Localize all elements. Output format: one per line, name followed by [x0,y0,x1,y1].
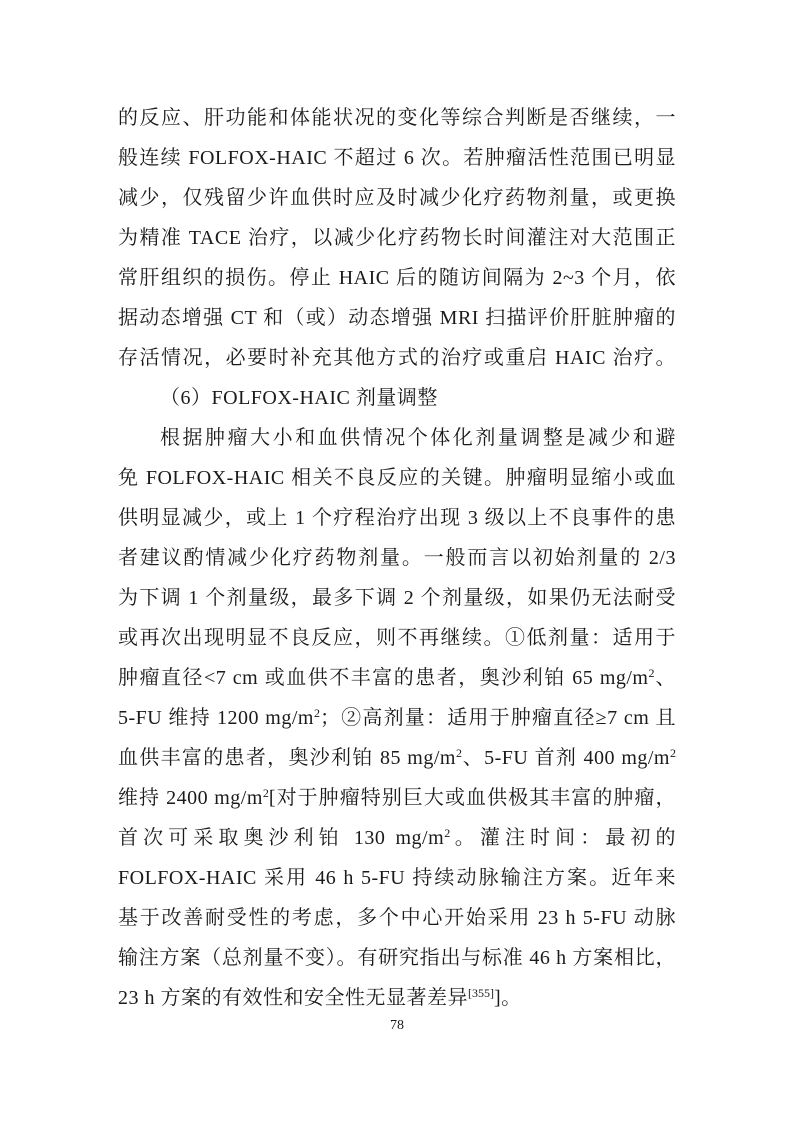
superscript-reference: 2 [313,706,320,720]
text-line [118,858,676,898]
text-line [118,778,676,818]
text-segment: 肿瘤直径<7 cm 或血供不丰富的患者，奥沙利铂 65 mg/m [118,667,649,689]
text-line [118,578,676,618]
text-segment: 。灌注时间：最初的 [450,827,677,849]
text-line [118,898,676,938]
text-segment: 、5-FU 首剂 400 mg/m [461,747,670,769]
text-segment: 5-FU 维持 1200 mg/m [118,707,314,729]
superscript-reference: 2 [262,786,269,800]
text-segment: 为下调 1 个剂量级，最多下调 2 个剂量级，如果仍无法耐受 [118,587,676,609]
text-line [118,938,676,978]
text-segment: 输注方案（总剂量不变）。有研究指出与标准 46 h 方案相比， [118,947,676,969]
text-line [118,258,676,298]
superscript-reference: 2 [455,746,462,760]
text-line [118,98,676,138]
text-segment: 或再次出现明显不良反应，则不再继续。①低剂量：适用于 [118,627,676,649]
text-segment: 为精准 TACE 治疗，以减少化疗药物长时间灌注对大范围正 [118,227,676,249]
text-segment: 供明显减少，或上 1 个疗程治疗出现 3 级以上不良事件的患 [118,507,676,529]
text-segment: 般连续 FOLFOX-HAIC 不超过 6 次。若肿瘤活性范围已明显 [118,147,676,169]
text-segment: 存活情况，必要时补充其他方式的治疗或重启 HAIC 治疗。 [118,347,676,369]
text-segment: ]。 [494,987,522,1009]
text-line [118,738,676,778]
text-line [118,298,676,338]
text-segment: FOLFOX-HAIC 采用 46 h 5-FU 持续动脉输注方案。近年来 [118,867,676,889]
text-segment: [对于肿瘤特别巨大或血供极其丰富的肿瘤， [268,787,676,809]
text-line [118,498,676,538]
text-line [118,378,676,418]
text-line [118,658,676,698]
text-segment: 常肝组织的损伤。停止 HAIC 后的随访间隔为 2~3 个月，依 [118,267,676,289]
text-segment: 据动态增强 CT 和（或）动态增强 MRI 扫描评价肝脏肿瘤的 [118,307,676,329]
text-line [118,138,676,178]
text-segment: 血供丰富的患者，奥沙利铂 85 mg/m [118,747,456,769]
text-segment: 的反应、肝功能和体能状况的变化等综合判断是否继续，一 [118,107,676,129]
text-segment: 、 [654,667,677,689]
text-segment: （6）FOLFOX-HAIC 剂量调整 [160,387,438,409]
text-segment: 根据肿瘤大小和血供情况个体化剂量调整是减少和避 [160,427,676,449]
text-line [118,978,676,1018]
text-line [118,418,676,458]
superscript-reference: 2 [670,746,676,760]
text-line [118,818,676,858]
text-segment: 减少，仅残留少许血供时应及时减少化疗药物剂量，或更换 [118,187,676,209]
superscript-reference: 2 [648,666,655,680]
text-line [118,458,676,498]
text-segment: 者建议酌情减少化疗药物剂量。一般而言以初始剂量的 2/3 [118,547,676,569]
text-line [118,698,676,738]
text-block [118,98,676,1018]
text-line [118,618,676,658]
text-segment: ；②高剂量：适用于肿瘤直径≥7 cm 且 [319,707,676,729]
superscript-reference: [355] [468,986,494,1000]
superscript-reference: 2 [444,826,451,840]
page-number: 78 [390,1018,404,1033]
text-line [118,178,676,218]
text-segment: 免 FOLFOX-HAIC 相关不良反应的关键。肿瘤明显缩小或血 [118,467,676,489]
text-segment: 23 h 方案的有效性和安全性无显著差异 [118,987,468,1009]
text-line [118,538,676,578]
text-segment: 首次可采取奥沙利铂 130 mg/m [118,827,445,849]
text-line [118,338,676,378]
text-segment: 基于改善耐受性的考虑，多个中心开始采用 23 h 5-FU 动脉 [118,907,676,929]
text-line [118,218,676,258]
text-segment: 维持 2400 mg/m [118,787,263,809]
